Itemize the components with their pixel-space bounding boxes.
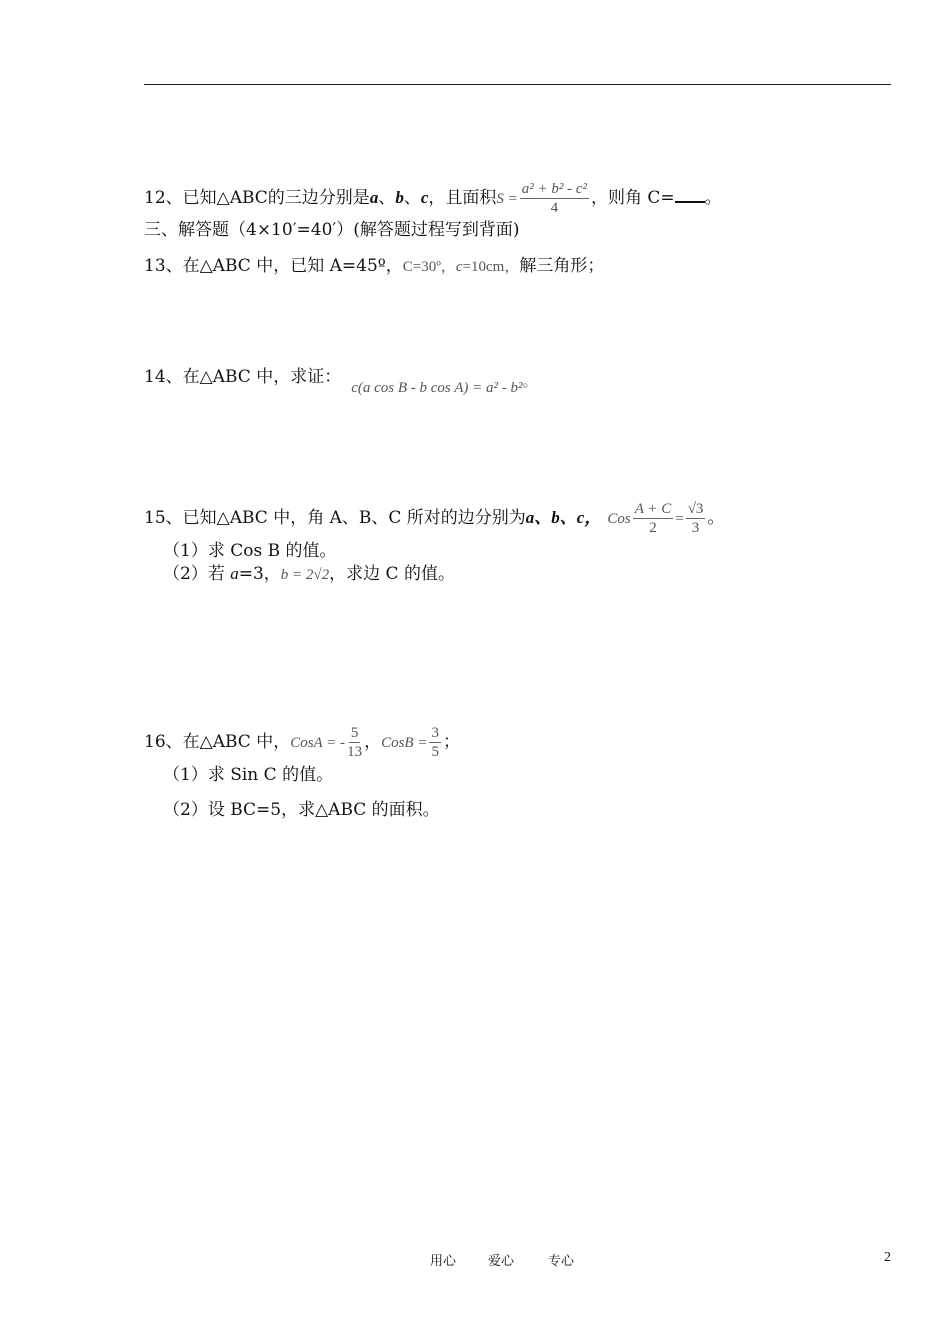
question-12: 12、已知△ABC的三边分别是a、b、c，且面积S = $\frac{\text{a² + b² - c²}}{4}$ ，则角 C= 。	[144, 181, 722, 216]
footer-word-3: 专心	[548, 1254, 575, 1269]
area-formula-fraction: $\frac{\text{a² + b² - c²}}{4}$	[521, 181, 588, 216]
question-14: 14、在△ABC 中，求证：c(a cos B - b cos A) = a² - b²。	[144, 367, 538, 396]
header-rule	[144, 84, 891, 85]
area-formula-lhs: S =	[496, 191, 518, 207]
answer-blank[interactable]	[675, 187, 705, 203]
question-15: 15、已知△ABC 中，角 A、B、C 所对的边分别为a、b、c， Cos $\frac{A + C}{2}$ = $\frac{√3}{3}$ 。	[144, 501, 725, 536]
question-16: 16、在△ABC 中，CosA = - $\frac{5}{13}$ ，CosB = $\frac{3}{5}$ ；	[144, 725, 460, 760]
footer-word-1: 用心	[430, 1254, 457, 1269]
cosA-fraction: $\frac{5}{13}$	[347, 725, 363, 760]
half-angle-fraction: $\frac{A + C}{2}$	[634, 501, 672, 536]
question-16-part-2: （2）设 BC=5，求△ABC 的面积。	[163, 800, 440, 820]
question-15-part-1: （1）求 Cos B 的值。	[163, 541, 337, 561]
question-15-part-2: （2）若 a=3，b = 2√2，求边 C 的值。	[163, 564, 455, 584]
page-number: 2	[884, 1250, 891, 1265]
question-16-part-1: （1）求 Sin C 的值。	[163, 765, 334, 785]
question-13: 13、在△ABC 中，已知 A=45º，C=30º，c=10cm，解三角形；	[144, 256, 605, 276]
footer-word-2: 爱心	[488, 1254, 515, 1269]
cosB-fraction: $\frac{3}{5}$	[431, 725, 439, 760]
root3-fraction: $\frac{√3}{3}$	[687, 501, 704, 536]
section-3-heading: 三、解答题（4×10′=40′）(解答题过程写到背面)	[144, 220, 520, 240]
proof-formula: c(a cos B - b cos A) = a² - b²	[351, 380, 523, 396]
